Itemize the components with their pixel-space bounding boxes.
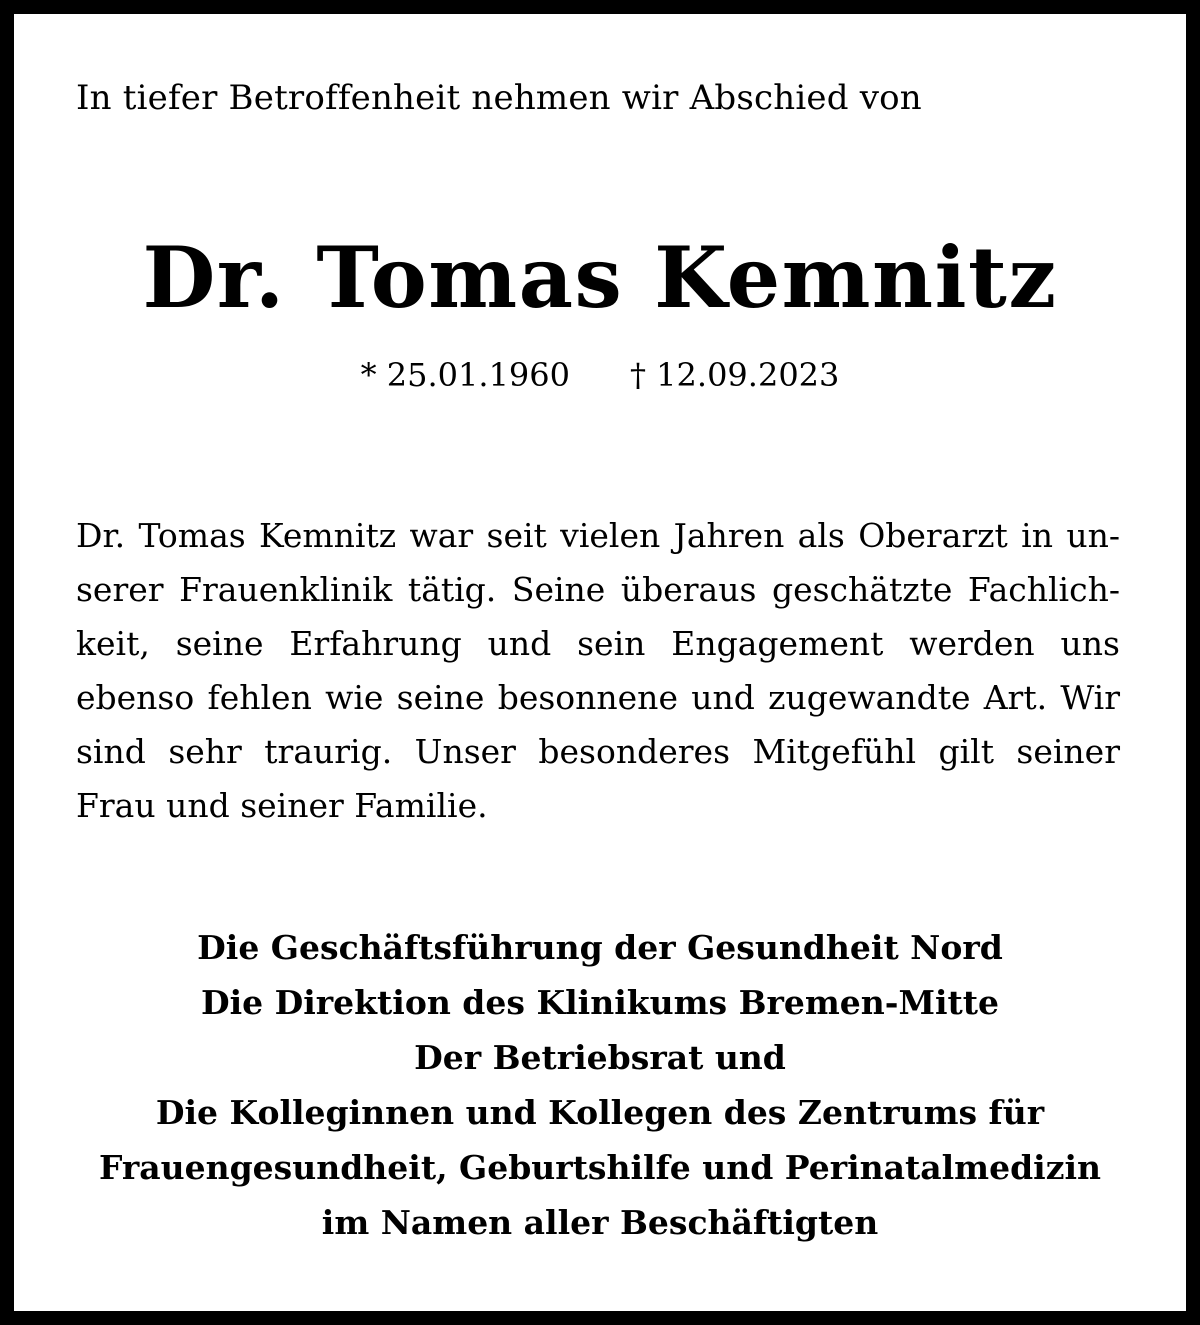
deceased-name: Dr. Tomas Kemnitz [142,228,1058,327]
signer-line: Der Betriebsrat und [414,1038,786,1077]
signer-line: Die Geschäftsführung der Gesundheit Nord [197,928,1003,967]
signer-line: Die Kolleginnen und Kollegen des Zentrums für [155,1093,1045,1132]
obituary-text-line: ebenso fehlen wie seine besonnene und zugewandte Art. Wir [76,678,1120,717]
obituary-text-line: sind sehr traurig. Unser besonderes Mitgefühl gilt seiner [76,732,1120,771]
obituary-text-line: keit, seine Erfahrung und sein Engagement werden uns [76,624,1120,663]
obituary-text [76,509,1120,833]
death-date: † 12.09.2023 [630,356,840,394]
signer-line: Frauengesundheit, Geburtshilfe und Perinatalmedizin [99,1148,1101,1187]
obituary-text-line: Dr. Tomas Kemnitz war seit vielen Jahren als Oberarzt in un- [76,516,1120,555]
intro-text: In tiefer Betroffenheit nehmen wir Abschied von [76,78,922,118]
obituary-text-line: serer Frauenklinik tätig. Seine überaus geschätzte Fachlich- [76,570,1120,609]
birth-date: * 25.01.1960 [360,356,570,394]
signer-line: im Namen aller Beschäftigten [321,1203,879,1242]
signers-block [0,920,1200,1250]
obituary-text-line: Frau und seiner Familie. [76,786,488,825]
signer-line: Die Direktion des Klinikums Bremen-Mitte [201,983,999,1022]
life-dates [0,356,1200,394]
